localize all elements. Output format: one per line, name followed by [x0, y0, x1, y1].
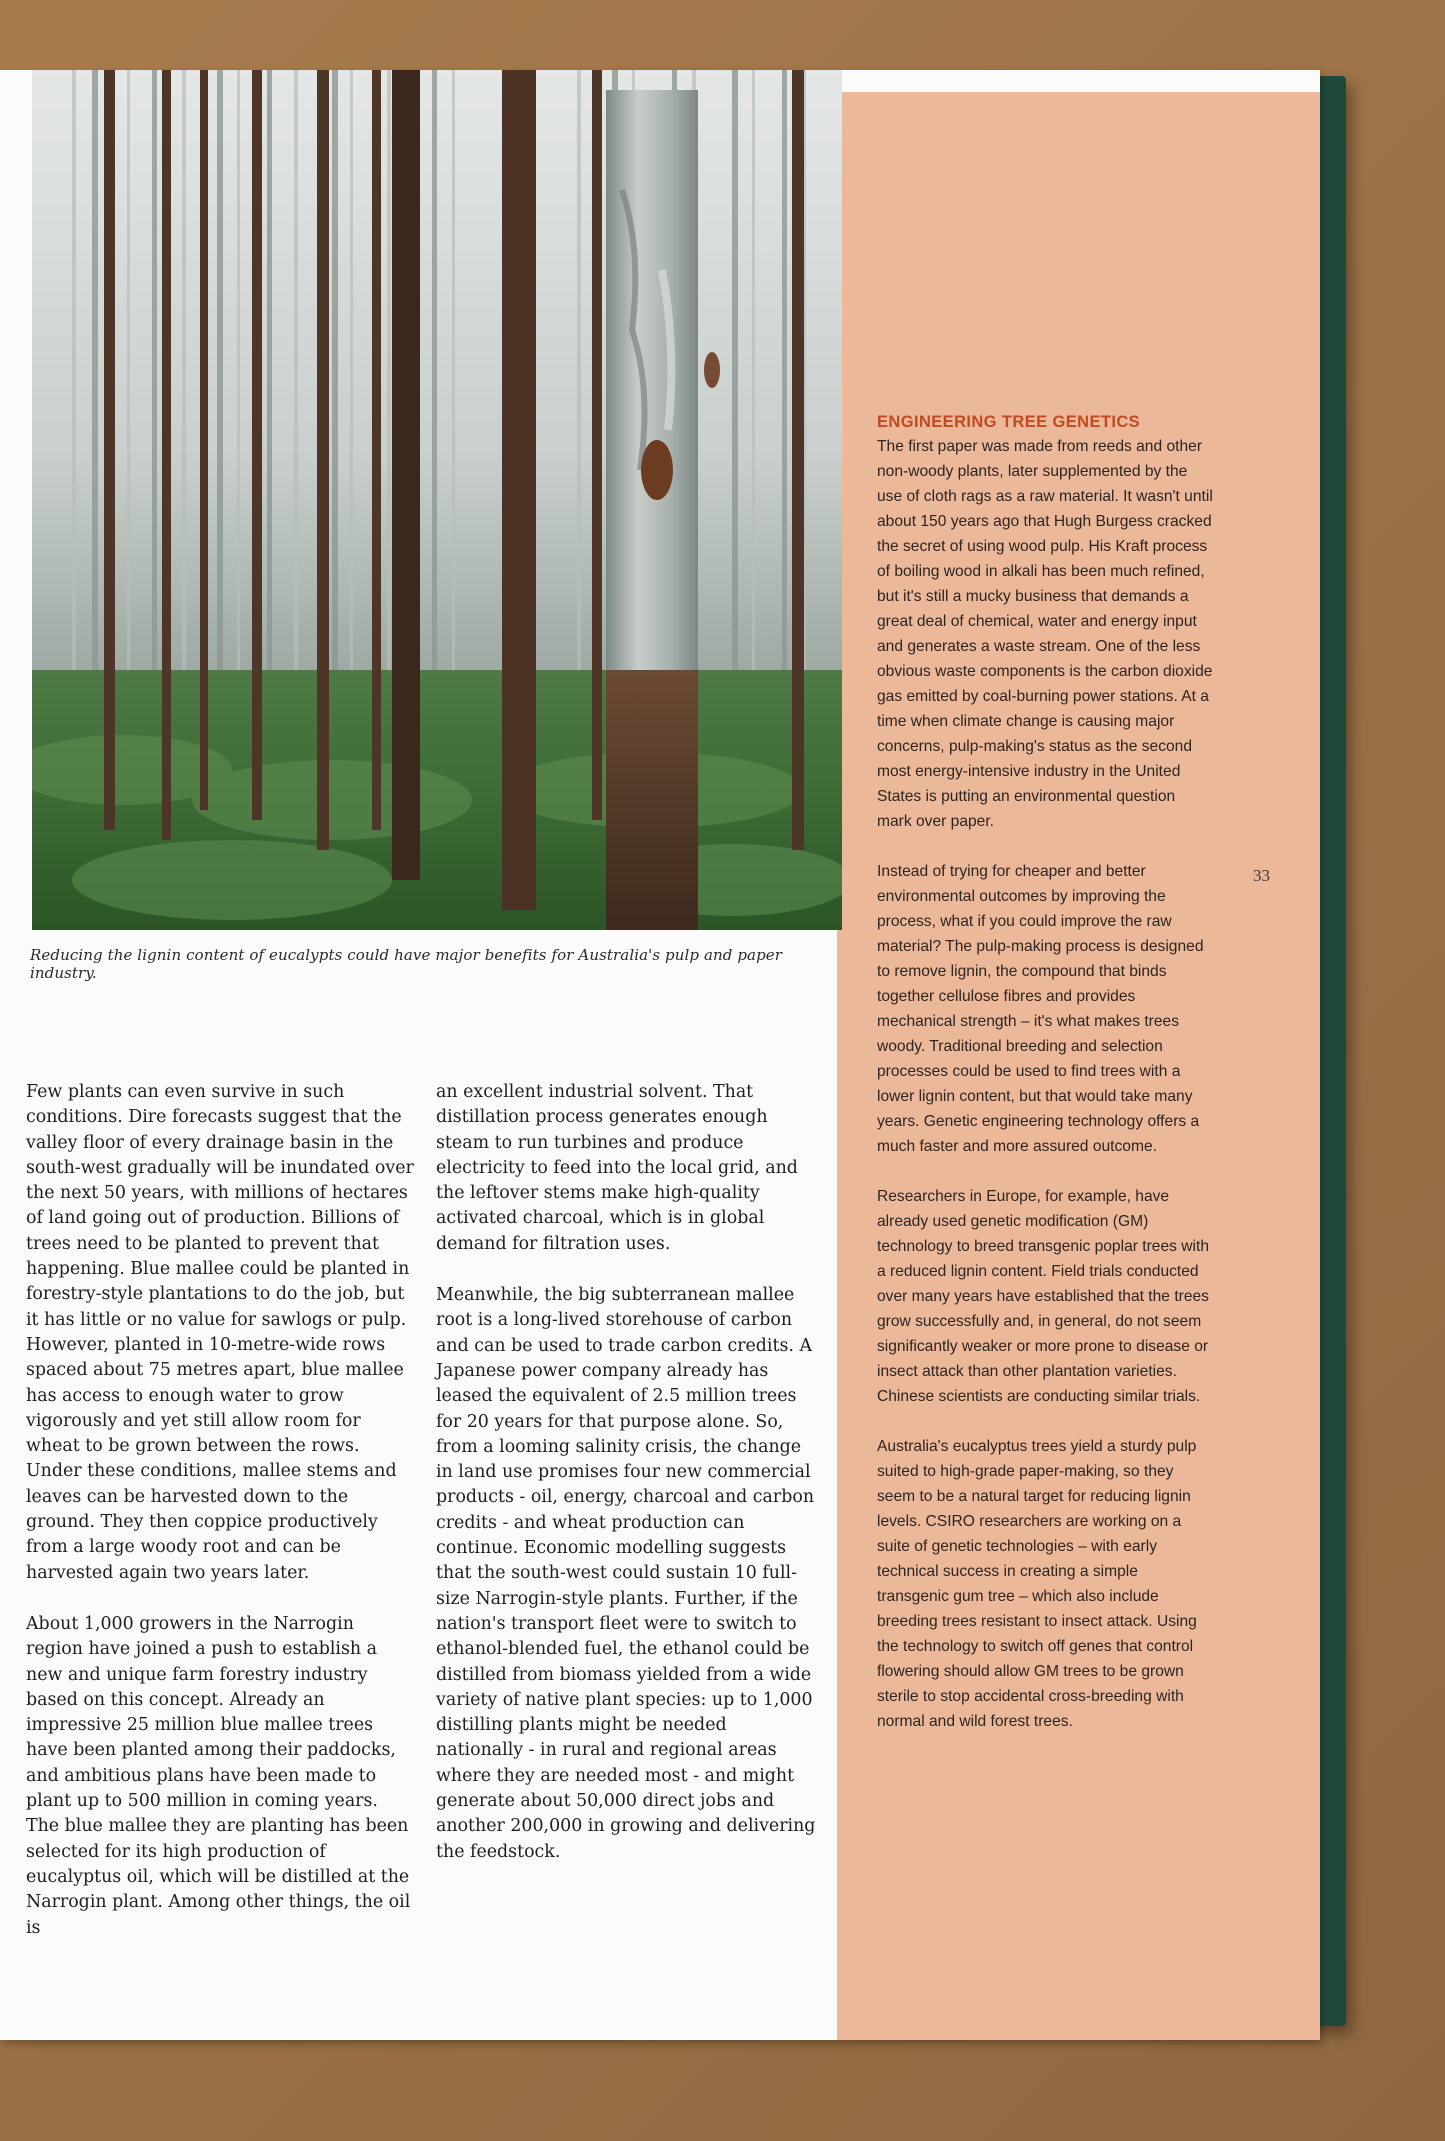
sidebar-heading: ENGINEERING TREE GENETICS — [877, 413, 1141, 431]
body-paragraph: Meanwhile, the big subterranean mallee root is a long-lived storehouse of carbon and can be used to trade carbon credits. A Japanese power company already has leased the equivalent of 2.5 million trees for 20 years for that purpose alone. So, from a looming salinity crisis, the change in land use promises four new commercial products - oil, energy, charcoal and carbon credits - and wheat production can continue. Economic modelling suggests that the south-west could sustain 10 full-size Narrogin-style plants. Further, if the nation's transport fleet were to switch to ethanol-blended fuel, the ethanol could be distilled from biomass yielded from a wide variety of native plant species: up to 1,000 distilling plants might be needed nationally - in rural and regional areas where they are needed most - and might generate about 50,000 direct jobs and another 200,000 in growing and delivering the feedstock. — [436, 1285, 816, 1862]
page-number: 33 — [1253, 866, 1270, 885]
photo-caption: Reducing the lignin content of eucalypts could have major benefits for Australia's pulp and paper industry. — [30, 946, 783, 982]
book-page — [0, 70, 1320, 2040]
sidebar-text — [877, 410, 1213, 1759]
body-paragraph: an excellent industrial solvent. That distillation process generates enough steam to run turbines and produce electricity to feed into the local grid, and the leftover stems make high-quality activated charcoal, which is in global demand for filtration uses. — [436, 1082, 798, 1254]
main-column-middle — [436, 1080, 816, 1891]
body-paragraph: Few plants can even survive in such conditions. Dire forecasts suggest that the valley floor of every drainage basin in the south-west gradually will be inundated over the next 50 years, with millions of hectares of land going out of production. Billions of trees need to be planted to prevent that happening. Blue mallee could be planted in forestry-style plantations to do the job, but it has little or no value for sawlogs or pulp. However, planted in 10-metre-wide rows spaced about 75 metres apart, blue mallee has access to enough water to grow vigorously and yet still allow room for wheat to be grown between the rows. Under these conditions, mallee stems and leaves can be harvested down to the ground. They then coppice productively from a large woody root and can be harvested again two years later. — [26, 1082, 414, 1583]
body-paragraph: About 1,000 growers in the Narrogin region have joined a push to establish a new and unique farm forestry industry based on this concept. Already an impressive 25 million blue mallee trees have been planted among their paddocks, and ambitious plans have been made to plant up to 500 million in coming years. The blue mallee they are planting has been selected for its high production of eucalyptus oil, which will be distilled at the Narrogin plant. Among other things, the oil is — [26, 1613, 411, 1938]
sidebar-paragraph: Australia's eucalyptus trees yield a sturdy pulp suited to high-grade paper-making, so they seem to be a natural target for reducing lignin levels. CSIRO researchers are working on a suite of genetic technologies – with early technical success in creating a simple transgenic gum tree – which also include breeding trees resistant to insect attack. Using the technology to switch off genes that control flowering should allow GM trees to be grown sterile to stop accidental cross-breeding with normal and wild forest trees. — [877, 1438, 1197, 1730]
sidebar-paragraph: Researchers in Europe, for example, have already used genetic modification (GM) technology to breed transgenic poplar trees with a reduced lignin content. Field trials conducted over many years have established that the trees grow successfully and, in general, do not seem significantly weaker or more prone to disease or insect attack than other plantation varieties. Chinese scientists are conducting similar trials. — [877, 1188, 1209, 1405]
sidebar-paragraph: The first paper was made from reeds and other non-woody plants, later supplemented by the use of cloth rags as a raw material. It wasn't until about 150 years ago that Hugh Burgess cracked the secret of using wood pulp. His Kraft process of boiling wood in alkali has been much refined, but it's still a mucky business that demands a great deal of chemical, water and energy input and generates a waste stream. One of the less obvious waste components is the carbon dioxide gas emitted by coal-burning power stations. At a time when climate change is causing major concerns, pulp-making's status as the second most energy-intensive industry in the United States is putting an environmental question mark over paper. — [877, 438, 1213, 830]
forest-photo — [32, 70, 842, 930]
main-column-left — [26, 1080, 416, 1967]
sidebar-paragraph: Instead of trying for cheaper and better environmental outcomes by improving the process, what if you could improve the raw material? The pulp-making process is designed to remove lignin, the compound that binds together cellulose fibres and provides mechanical strength – it's what makes trees woody. Traditional breeding and selection processes could be used to find trees with a lower lignin content, but that would take many years. Genetic engineering technology offers a much faster and more assured outcome. — [877, 863, 1204, 1155]
